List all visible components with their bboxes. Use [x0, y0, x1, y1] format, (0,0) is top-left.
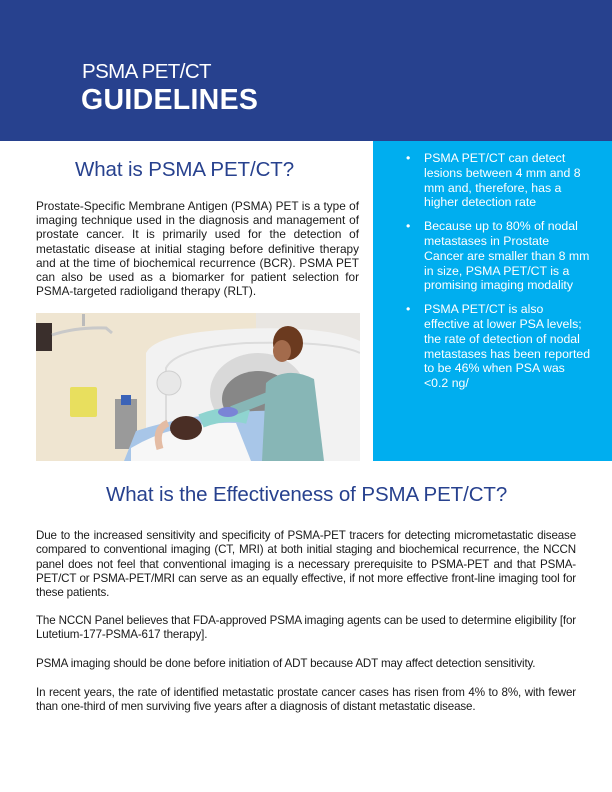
key-fact-item	[373, 151, 612, 210]
section2-heading: What is the Effectiveness of PSMA PET/CT?	[106, 483, 508, 506]
section2-paragraph-1: Due to the increased sensitivity and specificity of PSMA-PET tracers for detecting micrometastatic disease compared to conventional imaging (CT, MRI) at both initial staging and biochemical recurrence, the NCCN panel does not feel that conventional imaging is a necessary prerequisite to PSMA-PET and that PSMA-PET/CT or PSMA-PET/MRI can serve as an equally effective, if not more effective front-line imaging tool for these patients.	[36, 529, 576, 600]
key-facts-list	[373, 151, 612, 400]
pet-ct-scan-photo	[36, 313, 360, 461]
key-facts-sidebar	[373, 141, 612, 461]
bullet-icon: •	[406, 219, 411, 234]
key-fact-text: Because up to 80% of nodal metastases in Prostate Cancer are smaller than 8 mm in size, PSMA PET/CT is a promising imaging modality	[424, 219, 590, 293]
key-fact-item	[373, 302, 612, 391]
section1-heading: What is PSMA PET/CT?	[75, 158, 294, 181]
header-banner	[0, 0, 612, 141]
key-fact-text: PSMA PET/CT can detect lesions between 4 mm and 8 mm and, therefore, has a higher detection rate	[424, 151, 581, 210]
header-title: GUIDELINES	[81, 84, 259, 116]
bullet-icon: •	[406, 302, 411, 317]
key-fact-item	[373, 219, 612, 293]
key-fact-text: PSMA PET/CT is also effective at lower PSA levels; the rate of detection of nodal metastases has been reported to be 46% when PSA was <0.2 ng/	[424, 302, 591, 391]
section2-paragraph-4: In recent years, the rate of identified metastatic prostate cancer cases has risen from 4% to 8%, with fewer than one-third of men surviving five years after a diagnosis of distant metastatic disease.	[36, 686, 576, 714]
section2-paragraph-2: The NCCN Panel believes that FDA-approved PSMA imaging agents can be used to determine eligibility [for Lutetium-177-PSMA-617 therapy].	[36, 614, 576, 642]
bullet-icon: •	[406, 151, 411, 165]
section1-paragraph: Prostate-Specific Membrane Antigen (PSMA) PET is a type of imaging technique used in the diagnosis and management of prostate cancer. It is primarily used for the detection of metastatic disease at initial staging before definitive therapy and at the time of biochemical recurrence (BCR). PSMA PET can also be used as a biomarker for patient selection for PSMA-targeted radioligand therapy (RLT).	[36, 199, 359, 299]
header-subtitle: PSMA PET/CT	[82, 60, 211, 83]
section2-paragraph-3: PSMA imaging should be done before initiation of ADT because ADT may affect detection sensitivity.	[36, 657, 536, 670]
